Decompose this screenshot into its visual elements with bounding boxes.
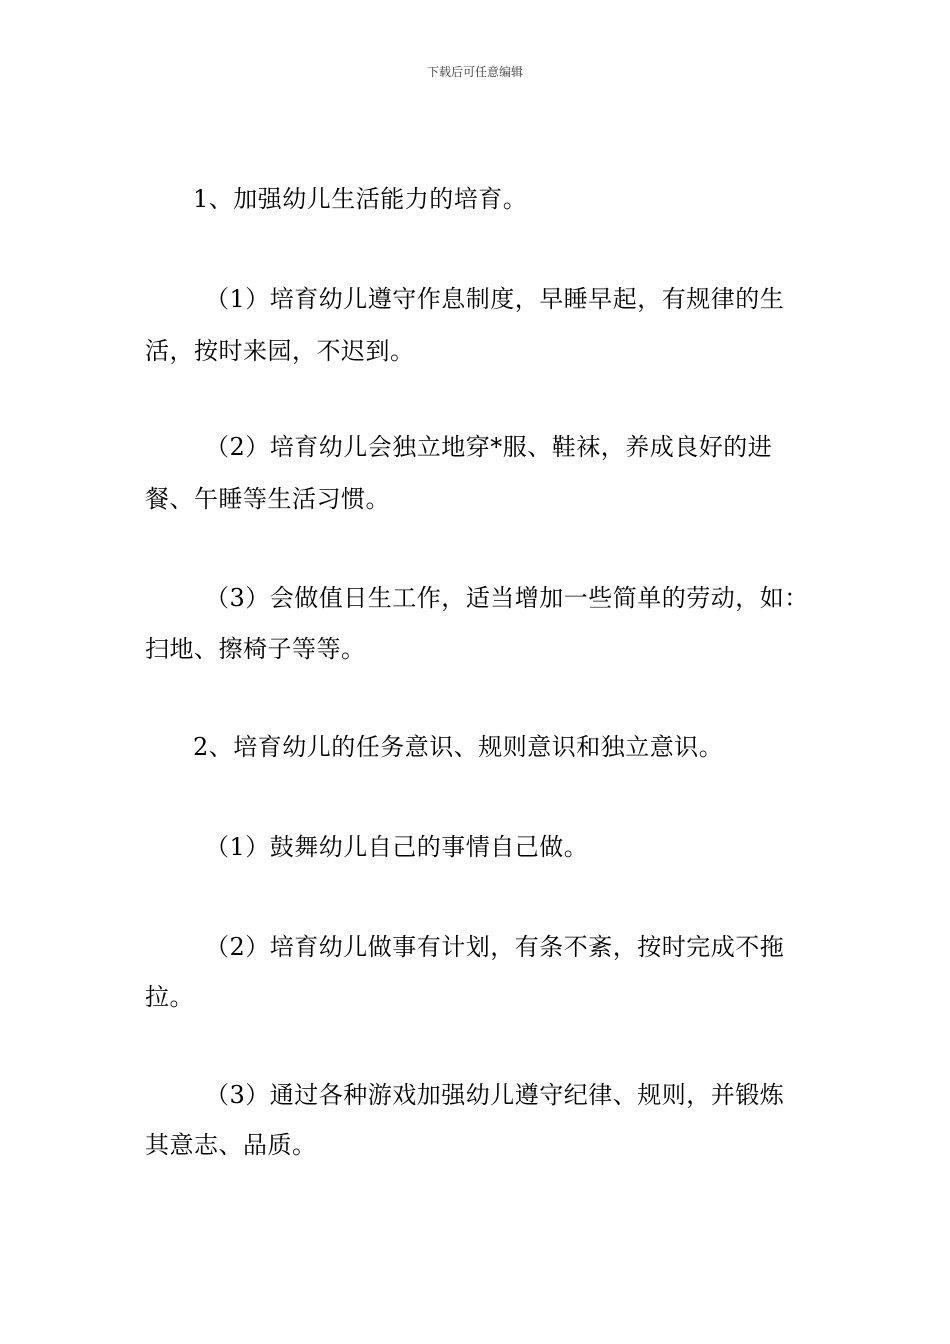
paragraph-2-1: （1）鼓舞幼儿自己的事情自己做。	[205, 833, 589, 861]
paragraph-2-2-line-1: （2）培育幼儿做事有计划，有条不紊，按时完成不拖	[205, 933, 785, 961]
paragraph-1-2-line-1: （2）培育幼儿会独立地穿*服、鞋袜，养成良好的进	[205, 433, 773, 461]
paragraph-1-2-line-2: 餐、午睡等生活习惯。	[145, 485, 390, 513]
paragraph-1-1-line-1: （1）培育幼儿遵守作息制度，早睡早起，有规律的生	[205, 285, 785, 313]
heading-1: 1、加强幼儿生活能力的培育。	[193, 185, 528, 213]
paragraph-1-3-line-2: 扫地、擦椅子等等。	[145, 635, 366, 663]
page-header: 下载后可任意编辑	[426, 65, 523, 79]
heading-2: 2、培育幼儿的任务意识、规则意识和独立意识。	[193, 733, 724, 761]
paragraph-2-3-line-1: （3）通过各种游戏加强幼儿遵守纪律、规则，并锻炼	[205, 1081, 785, 1109]
paragraph-2-2-line-2: 拉。	[145, 983, 194, 1011]
paragraph-1-3-line-1: （3）会做值日生工作，适当增加一些简单的劳动，如：	[205, 584, 809, 612]
paragraph-2-3-line-2: 其意志、品质。	[145, 1131, 317, 1159]
paragraph-1-1-line-2: 活，按时来园，不迟到。	[145, 337, 415, 365]
